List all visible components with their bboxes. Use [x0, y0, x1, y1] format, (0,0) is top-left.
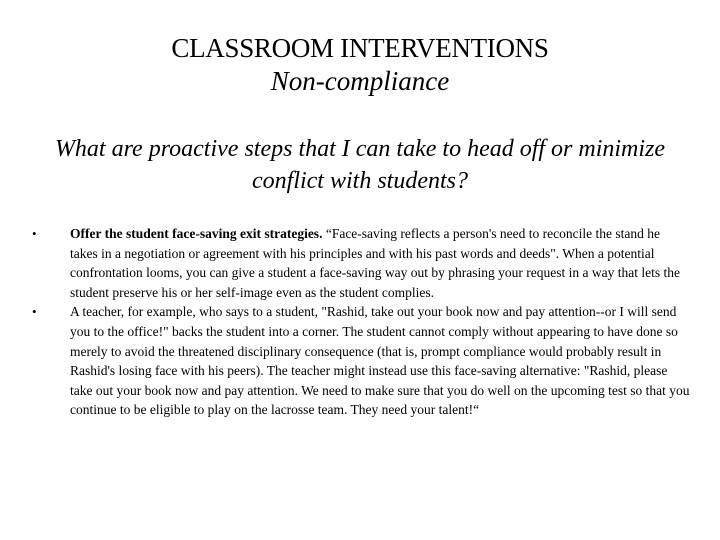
bullet-item: [30, 224, 690, 302]
title-block: [0, 32, 720, 98]
bullet-icon: •: [32, 226, 37, 241]
bullet-body-text: A teacher, for example, who says to a student, "Rashid, take out your book now and pay attention--or I will send you to the office!" backs the student into a corner. The student cannot comply without appearing to have done so merely to avoid the threatened disciplinary consequence (that is, prompt compliance would probably result in Rashid's losing face with his peers). The teacher might instead use this face-saving alternative: "Rashid, please take out your book now and pay attention. We need to make sure that you do well on the upcoming test so that you continue to be eligible to play on the lacrosse team. They need your talent!“: [70, 304, 690, 418]
bullet-lead-text: Offer the student face-saving exit strategies.: [70, 226, 323, 241]
bullet-item: [30, 302, 690, 420]
slide-subtitle: Non-compliance: [270, 66, 450, 96]
bullet-icon: •: [32, 304, 37, 320]
question-heading: What are proactive steps that I can take to head off or minimize conflict with students?: [54, 136, 666, 194]
slide-title: CLASSROOM INTERVENTIONS: [171, 33, 549, 63]
bullet-list: [30, 224, 690, 420]
bullet-body-text: “Face-saving reflects a person's need to reconcile the stand he takes in a negotiation or agreement with his principles and with his past words and deeds". When a potential confrontation looms, you can give a student a face-saving way out by phrasing your request in a way that lets the student preserve his or her self-image even as the student complies.: [70, 226, 680, 300]
